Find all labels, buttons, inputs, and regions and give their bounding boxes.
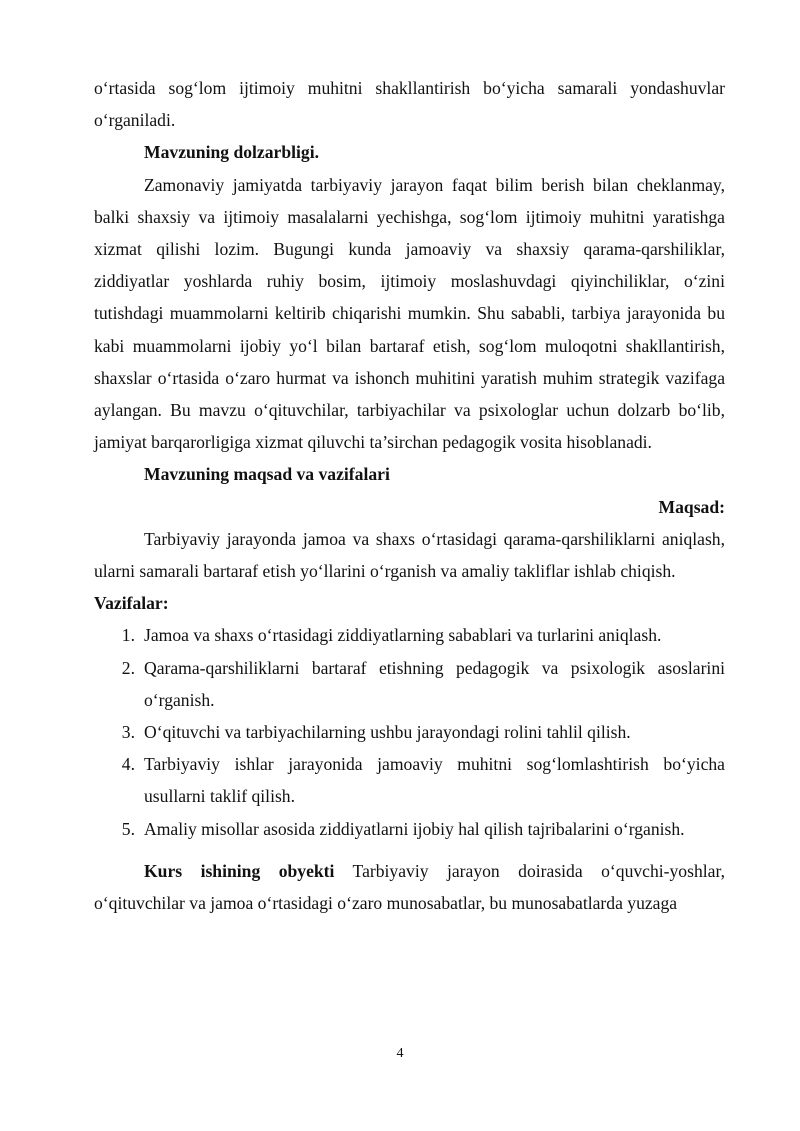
- list-item-text: Amaliy misollar asosida ziddiyatlarni ijobiy hal qilish tajribalarini o‘rganish.: [144, 818, 685, 839]
- list-item-text: Qarama-qarshiliklarni bartaraf etishning pedagogik va psixologik asoslarini o‘rganish.: [144, 657, 725, 710]
- object-label: Kurs ishining obyekti: [144, 860, 335, 881]
- list-item: [94, 748, 725, 812]
- list-item-number: 3.: [121, 722, 135, 743]
- object-paragraph: [94, 855, 725, 919]
- aim-label: Maqsad:: [658, 496, 725, 517]
- list-item-text: O‘qituvchi va tarbiyachilarning ushbu jarayondagi rolini tahlil qilish.: [144, 722, 631, 743]
- aim-paragraph: Tarbiyaviy jarayonda jamoa va shaxs o‘rtasidagi qarama-qarshiliklarni aniqlash, ularni samarali bartaraf etish yo‘llarini o‘rganish va amaliy takliflar ishlab chiqish.: [94, 528, 725, 582]
- goals-heading: Mavzuning maqsad va vazifalari: [144, 464, 390, 485]
- list-item-number: 1.: [121, 625, 135, 646]
- tasks-list: [94, 619, 725, 844]
- list-item-number: 5.: [121, 818, 135, 839]
- relevance-paragraph: Zamonaviy jamiyatda tarbiyaviy jarayon faqat bilim berish bilan cheklanmay, balki shaxsiy va ijtimoiy masalalarni yechishga, sog‘lom ijtimoiy muhitni yaratishga xizmat qilishi lozim. Bugungi kunda jamoaviy va shaxsiy qarama-qarshiliklar, ziddiyatlar yoshlarda ruhiy bosim, ijtimoiy moslashuvdagi qiyinchiliklar, o‘zini tutishdagi muammolarni keltirib chiqarishi mumkin. Shu sababli, tarbiya jarayonida bu kabi muammolarni ijobiy yo‘l bilan bartaraf etish, sog‘lom muloqotni shakllantirish, shaxslar o‘rtasida o‘zaro hurmat va ishonch muhitini yaratish muhim strategik vazifaga aylangan. Bu mavzu o‘qituvchilar, tarbiyachilar va psixologlar uchun dolzarb bo‘lib, jamiyat barqarorligiga xizmat qiluvchi ta’sirchan pedagogik vosita hisoblanadi.: [94, 174, 725, 453]
- list-item: [94, 619, 725, 651]
- list-item-text: Jamoa va shaxs o‘rtasidagi ziddiyatlarning sabablari va turlarini aniqlash.: [144, 625, 662, 646]
- object-text: Tarbiyaviy jarayon doirasida o‘quvchi-yoshlar, o‘qituvchilar va jamoa o‘rtasidagi o‘zaro munosabatlar, bu munosabatlarda yuzaga: [94, 860, 725, 914]
- list-item-text: Tarbiyaviy ishlar jarayonida jamoaviy muhitni sog‘lomlashtirish bo‘yicha usullarni taklif qilish.: [144, 754, 725, 807]
- tasks-label: Vazifalar:: [94, 593, 169, 614]
- relevance-heading: Mavzuning dolzarbligi.: [144, 142, 319, 163]
- page-number: 4: [396, 1046, 404, 1061]
- list-item-number: 4.: [121, 754, 135, 775]
- list-item: [94, 813, 725, 845]
- continuation-paragraph: o‘rtasida sog‘lom ijtimoiy muhitni shakllantirish bo‘yicha samarali yondashuvlar o‘rganiladi.: [94, 78, 725, 131]
- spacer: [94, 845, 725, 855]
- list-item-number: 2.: [121, 657, 135, 678]
- list-item: [94, 652, 725, 716]
- list-item: [94, 716, 725, 748]
